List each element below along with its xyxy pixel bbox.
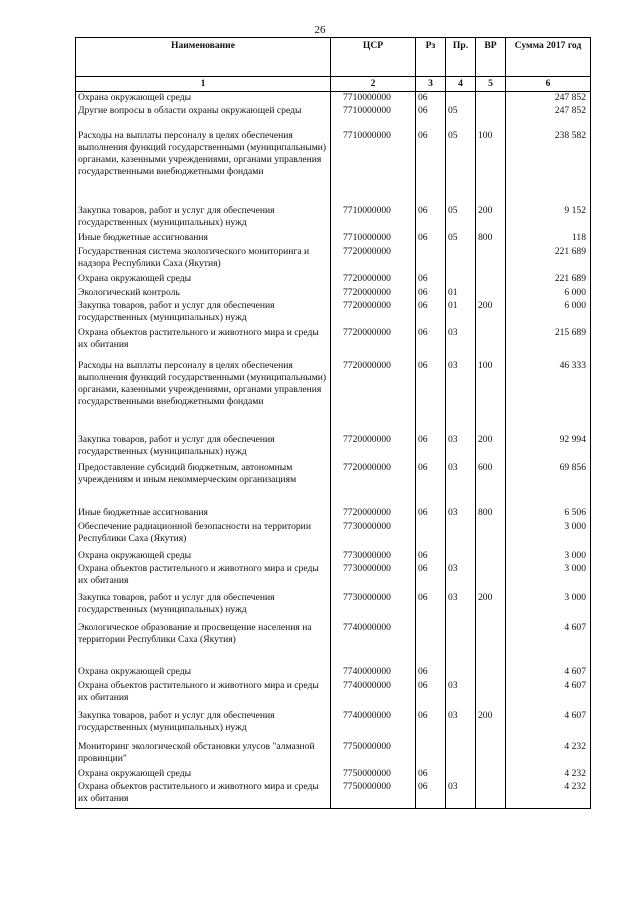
cell-csr: 7720000000 [331,287,416,300]
cell-csr: 7710000000 [331,105,416,130]
cell-rz: 06 [416,768,446,781]
cell-name: Охрана объектов растительного и животного мира и среды их обитания [76,563,331,592]
cell-csr: 7740000000 [331,666,416,680]
cell-name: Закупка товаров, работ и услуг для обеспечения государственных (муниципальных) нужд [76,710,331,741]
table-row [76,507,591,521]
cell-vr [476,781,506,809]
cell-pr: 01 [446,287,476,300]
cell-sum: 3 000 [506,521,591,550]
table-row [76,360,591,434]
cell-sum: 4 607 [506,710,591,741]
table-row [76,105,591,130]
table-row [76,781,591,809]
cell-sum: 9 152 [506,205,591,232]
cell-pr: 03 [446,462,476,507]
cell-vr [476,741,506,768]
cell-sum: 4 607 [506,622,591,666]
cell-sum: 6 000 [506,287,591,300]
cell-csr: 7710000000 [331,232,416,246]
header-vr: ВР [476,38,506,77]
cell-name: Расходы на выплаты персоналу в целях обеспечения выполнения функций государственными (муниципальными) органами, казенными учреждениями, органами управления государственными внебюджетными фондами [76,360,331,434]
cell-name: Расходы на выплаты персоналу в целях обеспечения выполнения функций государственными (муниципальными) органами, казенными учреждениями, органами управления государственными внебюджетными фондами [76,130,331,205]
table-row [76,434,591,462]
cell-rz: 06 [416,130,446,205]
cell-name: Закупка товаров, работ и услуг для обеспечения государственных (муниципальных) нужд [76,205,331,232]
cell-vr: 200 [476,434,506,462]
cell-rz: 06 [416,680,446,710]
cell-pr [446,768,476,781]
table-row [76,205,591,232]
cell-csr: 7740000000 [331,622,416,666]
cell-vr: 600 [476,462,506,507]
cell-vr [476,666,506,680]
cell-name: Охрана окружающей среды [76,91,331,105]
cell-name: Иные бюджетные ассигнования [76,507,331,521]
cell-rz: 06 [416,300,446,327]
cell-sum: 4 607 [506,680,591,710]
table-row [76,130,591,205]
cell-csr: 7720000000 [331,360,416,434]
budget-table [75,37,591,809]
cell-name: Мониторинг экологической обстановки улусов "алмазной провинции" [76,741,331,768]
cell-sum: 118 [506,232,591,246]
cell-rz: 06 [416,550,446,563]
cell-name: Охрана объектов растительного и животного мира и среды их обитания [76,327,331,360]
cell-name: Охрана объектов растительного и животного мира и среды их обитания [76,680,331,710]
cell-sum: 215 689 [506,327,591,360]
cell-rz [416,521,446,550]
cell-sum: 3 000 [506,563,591,592]
cell-pr: 03 [446,434,476,462]
column-number: 4 [446,77,476,92]
cell-rz: 06 [416,462,446,507]
cell-pr: 03 [446,781,476,809]
cell-sum: 247 852 [506,91,591,105]
cell-sum: 4 607 [506,666,591,680]
cell-csr: 7740000000 [331,680,416,710]
cell-pr [446,91,476,105]
cell-sum: 69 856 [506,462,591,507]
cell-name: Охрана окружающей среды [76,273,331,287]
cell-csr: 7750000000 [331,741,416,768]
cell-pr: 03 [446,360,476,434]
table-header-row [76,38,591,77]
cell-rz: 06 [416,592,446,622]
cell-name: Другие вопросы в области охраны окружающей среды [76,105,331,130]
cell-name: Закупка товаров, работ и услуг для обеспечения государственных (муниципальных) нужд [76,300,331,327]
cell-vr: 100 [476,360,506,434]
cell-name: Экологический контроль [76,287,331,300]
cell-name: Иные бюджетные ассигнования [76,232,331,246]
cell-sum: 4 232 [506,781,591,809]
cell-rz: 06 [416,205,446,232]
column-number: 5 [476,77,506,92]
cell-sum: 3 000 [506,592,591,622]
cell-vr: 800 [476,507,506,521]
cell-vr [476,287,506,300]
cell-name: Закупка товаров, работ и услуг для обеспечения государственных (муниципальных) нужд [76,592,331,622]
cell-vr: 800 [476,232,506,246]
cell-name: Государственная система экологического мониторинга и надзора Республики Саха (Якутия) [76,246,331,273]
cell-name: Закупка товаров, работ и услуг для обеспечения государственных (муниципальных) нужд [76,434,331,462]
cell-vr [476,91,506,105]
cell-csr: 7750000000 [331,768,416,781]
cell-name: Охрана объектов растительного и животного мира и среды их обитания [76,781,331,809]
header-csr: ЦСР [331,38,416,77]
table-row [76,91,591,105]
column-number-row [76,77,591,92]
cell-vr [476,622,506,666]
header-sum: Сумма 2017 год [506,38,591,77]
cell-pr: 05 [446,130,476,205]
cell-vr: 200 [476,205,506,232]
cell-csr: 7720000000 [331,300,416,327]
cell-pr: 03 [446,680,476,710]
table-row [76,550,591,563]
cell-vr: 200 [476,592,506,622]
cell-pr [446,666,476,680]
cell-csr: 7730000000 [331,521,416,550]
cell-sum: 247 852 [506,105,591,130]
cell-vr: 100 [476,130,506,205]
table-row [76,246,591,273]
cell-name: Охрана окружающей среды [76,550,331,563]
cell-pr [446,550,476,563]
header-rz: Рз [416,38,446,77]
cell-csr: 7750000000 [331,781,416,809]
cell-rz [416,622,446,666]
cell-sum: 221 689 [506,246,591,273]
cell-pr: 03 [446,327,476,360]
page-number: 26 [314,24,326,36]
cell-vr [476,246,506,273]
cell-vr [476,105,506,130]
cell-pr: 03 [446,563,476,592]
column-number: 6 [506,77,591,92]
cell-vr [476,563,506,592]
cell-sum: 92 994 [506,434,591,462]
column-number: 2 [331,77,416,92]
table-row [76,710,591,741]
cell-sum: 221 689 [506,273,591,287]
column-number: 3 [416,77,446,92]
cell-name: Экологическое образование и просвещение населения на территории Республики Саха (Якутия) [76,622,331,666]
cell-pr: 03 [446,592,476,622]
table-row [76,666,591,680]
cell-sum: 6 506 [506,507,591,521]
cell-sum: 238 582 [506,130,591,205]
cell-rz: 06 [416,287,446,300]
cell-vr: 200 [476,300,506,327]
cell-sum: 3 000 [506,550,591,563]
table-row [76,327,591,360]
cell-rz: 06 [416,434,446,462]
cell-rz: 06 [416,781,446,809]
cell-rz: 06 [416,666,446,680]
table-row [76,462,591,507]
cell-sum: 6 000 [506,300,591,327]
table-row [76,741,591,768]
cell-pr [446,521,476,550]
table-row [76,273,591,287]
cell-vr: 200 [476,710,506,741]
cell-rz: 06 [416,507,446,521]
cell-pr: 03 [446,507,476,521]
table-row [76,680,591,710]
table-row [76,563,591,592]
cell-sum: 46 333 [506,360,591,434]
table-row [76,287,591,300]
cell-pr: 05 [446,205,476,232]
table-body [76,91,591,808]
cell-rz [416,741,446,768]
cell-rz: 06 [416,710,446,741]
cell-csr: 7720000000 [331,273,416,287]
cell-vr [476,550,506,563]
cell-csr: 7720000000 [331,507,416,521]
cell-pr [446,622,476,666]
cell-name: Обеспечение радиационной безопасности на территории Республики Саха (Якутия) [76,521,331,550]
cell-pr [446,273,476,287]
cell-pr [446,246,476,273]
cell-rz: 06 [416,91,446,105]
header-pr: Пр. [446,38,476,77]
cell-vr [476,680,506,710]
cell-pr: 05 [446,105,476,130]
cell-csr: 7710000000 [331,130,416,205]
cell-csr: 7730000000 [331,550,416,563]
cell-rz [416,246,446,273]
cell-name: Предоставление субсидий бюджетным, автономным учреждениям и иным некоммерческим организациям [76,462,331,507]
cell-pr: 05 [446,232,476,246]
cell-name: Охрана окружающей среды [76,666,331,680]
cell-name: Охрана окружающей среды [76,768,331,781]
cell-csr: 7720000000 [331,434,416,462]
cell-pr [446,741,476,768]
cell-sum: 4 232 [506,741,591,768]
table-row [76,300,591,327]
cell-csr: 7720000000 [331,246,416,273]
table-row [76,232,591,246]
cell-rz: 06 [416,563,446,592]
cell-csr: 7710000000 [331,91,416,105]
column-number: 1 [76,77,331,92]
cell-rz: 06 [416,273,446,287]
cell-sum: 4 232 [506,768,591,781]
cell-csr: 7720000000 [331,462,416,507]
table-row [76,521,591,550]
cell-rz: 06 [416,360,446,434]
table-row [76,768,591,781]
table-row [76,592,591,622]
table-row [76,622,591,666]
cell-csr: 7720000000 [331,327,416,360]
cell-csr: 7730000000 [331,592,416,622]
cell-vr [476,521,506,550]
cell-vr [476,327,506,360]
cell-csr: 7740000000 [331,710,416,741]
cell-pr: 01 [446,300,476,327]
header-name: Наименование [76,38,331,77]
cell-rz: 06 [416,105,446,130]
cell-pr: 03 [446,710,476,741]
cell-vr [476,768,506,781]
cell-csr: 7730000000 [331,563,416,592]
cell-rz: 06 [416,327,446,360]
cell-csr: 7710000000 [331,205,416,232]
cell-rz: 06 [416,232,446,246]
cell-vr [476,273,506,287]
